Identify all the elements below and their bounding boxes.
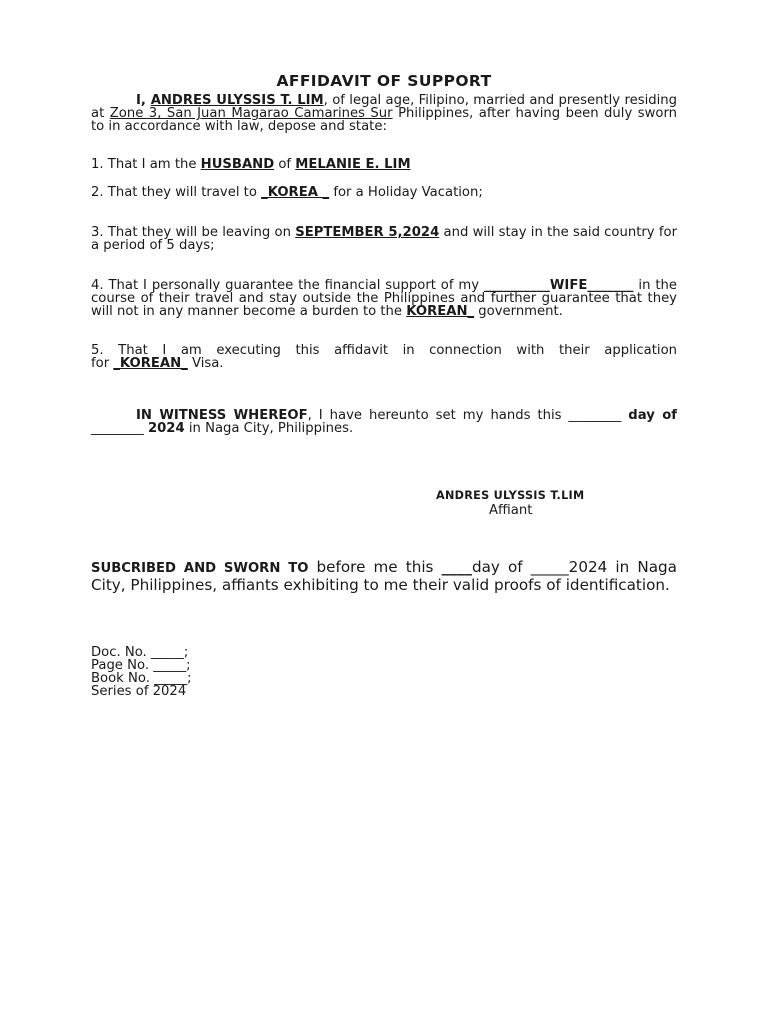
intro-paragraph bbox=[91, 94, 677, 134]
item-2-text-a: 2. That they will travel to bbox=[91, 185, 262, 200]
visa-type: _KOREAN_ bbox=[113, 356, 188, 372]
item-5-text-b: Visa. bbox=[187, 356, 224, 372]
relation: HUSBAND bbox=[200, 157, 275, 172]
witness-text-b: ________ bbox=[91, 421, 148, 437]
witness-day-of: day of bbox=[628, 408, 677, 423]
departure-date: SEPTEMBER 5,2024 bbox=[295, 225, 440, 240]
item-2-text-b: for a Holiday Vacation; bbox=[329, 185, 483, 200]
series: Series of 2024 bbox=[91, 684, 187, 699]
item-5-text-a: for bbox=[91, 356, 114, 372]
signatory-role: Affiant bbox=[489, 503, 533, 518]
item-4-text-c: government. bbox=[474, 304, 563, 320]
item-5 bbox=[91, 344, 677, 370]
notarial-register bbox=[91, 646, 192, 698]
jurat-text-b: day of _____2024 in Naga City, Philippines, affiants exhibiting to me their valid proofs of identification. bbox=[91, 558, 677, 594]
witness-text-c: in Naga City, Philippines. bbox=[184, 421, 354, 437]
item-3-text-b: and will stay in the said country for a period of 5 days; bbox=[91, 225, 677, 254]
jurat-text-a: before me this bbox=[308, 558, 442, 576]
item-4 bbox=[91, 279, 677, 319]
beneficiary: __________WIFE_______ bbox=[483, 278, 634, 293]
document-title: AFFIDAVIT OF SUPPORT bbox=[276, 72, 492, 90]
signatory-name: ANDRES ULYSSIS T.LIM bbox=[436, 489, 585, 502]
jurat-paragraph bbox=[91, 559, 677, 594]
jurat-blank: ____ bbox=[441, 558, 472, 576]
affiant-address: Zone 3, San Juan Magarao Camarines Sur bbox=[109, 106, 393, 122]
item-3-text-a: 3. That they will be leaving on bbox=[91, 225, 296, 240]
government: KOREAN_ bbox=[406, 304, 475, 320]
intro-text-b: Philippines, after having been duly sworn to in accordance with law, depose and state: bbox=[91, 106, 677, 135]
intro-text-a: , of legal age, Filipino, married and presently residing at bbox=[91, 93, 678, 122]
intro-pronoun: I, bbox=[136, 93, 151, 108]
item-5-line-1: 5. That I am executing this affidavit in connection with their application bbox=[91, 343, 677, 358]
affiant-name: ANDRES ULYSSIS T. LIM bbox=[150, 93, 324, 108]
item-4-text-a: 4. That I personally guarantee the financial support of my bbox=[91, 278, 484, 293]
witness-paragraph bbox=[91, 409, 677, 435]
item-1-text-b: of bbox=[274, 157, 296, 172]
jurat-lead: SUBCRIBED AND SWORN TO bbox=[91, 561, 309, 576]
item-3 bbox=[91, 226, 677, 252]
page-number: Page No. _____; bbox=[91, 658, 191, 673]
doc-number: Doc. No. _____; bbox=[91, 645, 189, 660]
item-5-line-2 bbox=[91, 357, 677, 370]
item-1 bbox=[91, 158, 677, 171]
destination: _KOREA _ bbox=[261, 185, 330, 200]
witness-lead: IN WITNESS WHEREOF bbox=[136, 408, 308, 423]
item-2 bbox=[91, 186, 677, 199]
spouse-name: MELANIE E. LIM bbox=[295, 157, 411, 172]
item-4-text-b: in the course of their travel and stay outside the Philippines and further guarantee that they will not in any manner become a burden to the bbox=[91, 278, 677, 320]
item-1-text-a: 1. That I am the bbox=[91, 157, 201, 172]
witness-text-a: , I have hereunto set my hands this ________ bbox=[307, 408, 629, 423]
book-number: Book No. _____; bbox=[91, 671, 192, 686]
witness-year: 2024 bbox=[147, 421, 185, 437]
